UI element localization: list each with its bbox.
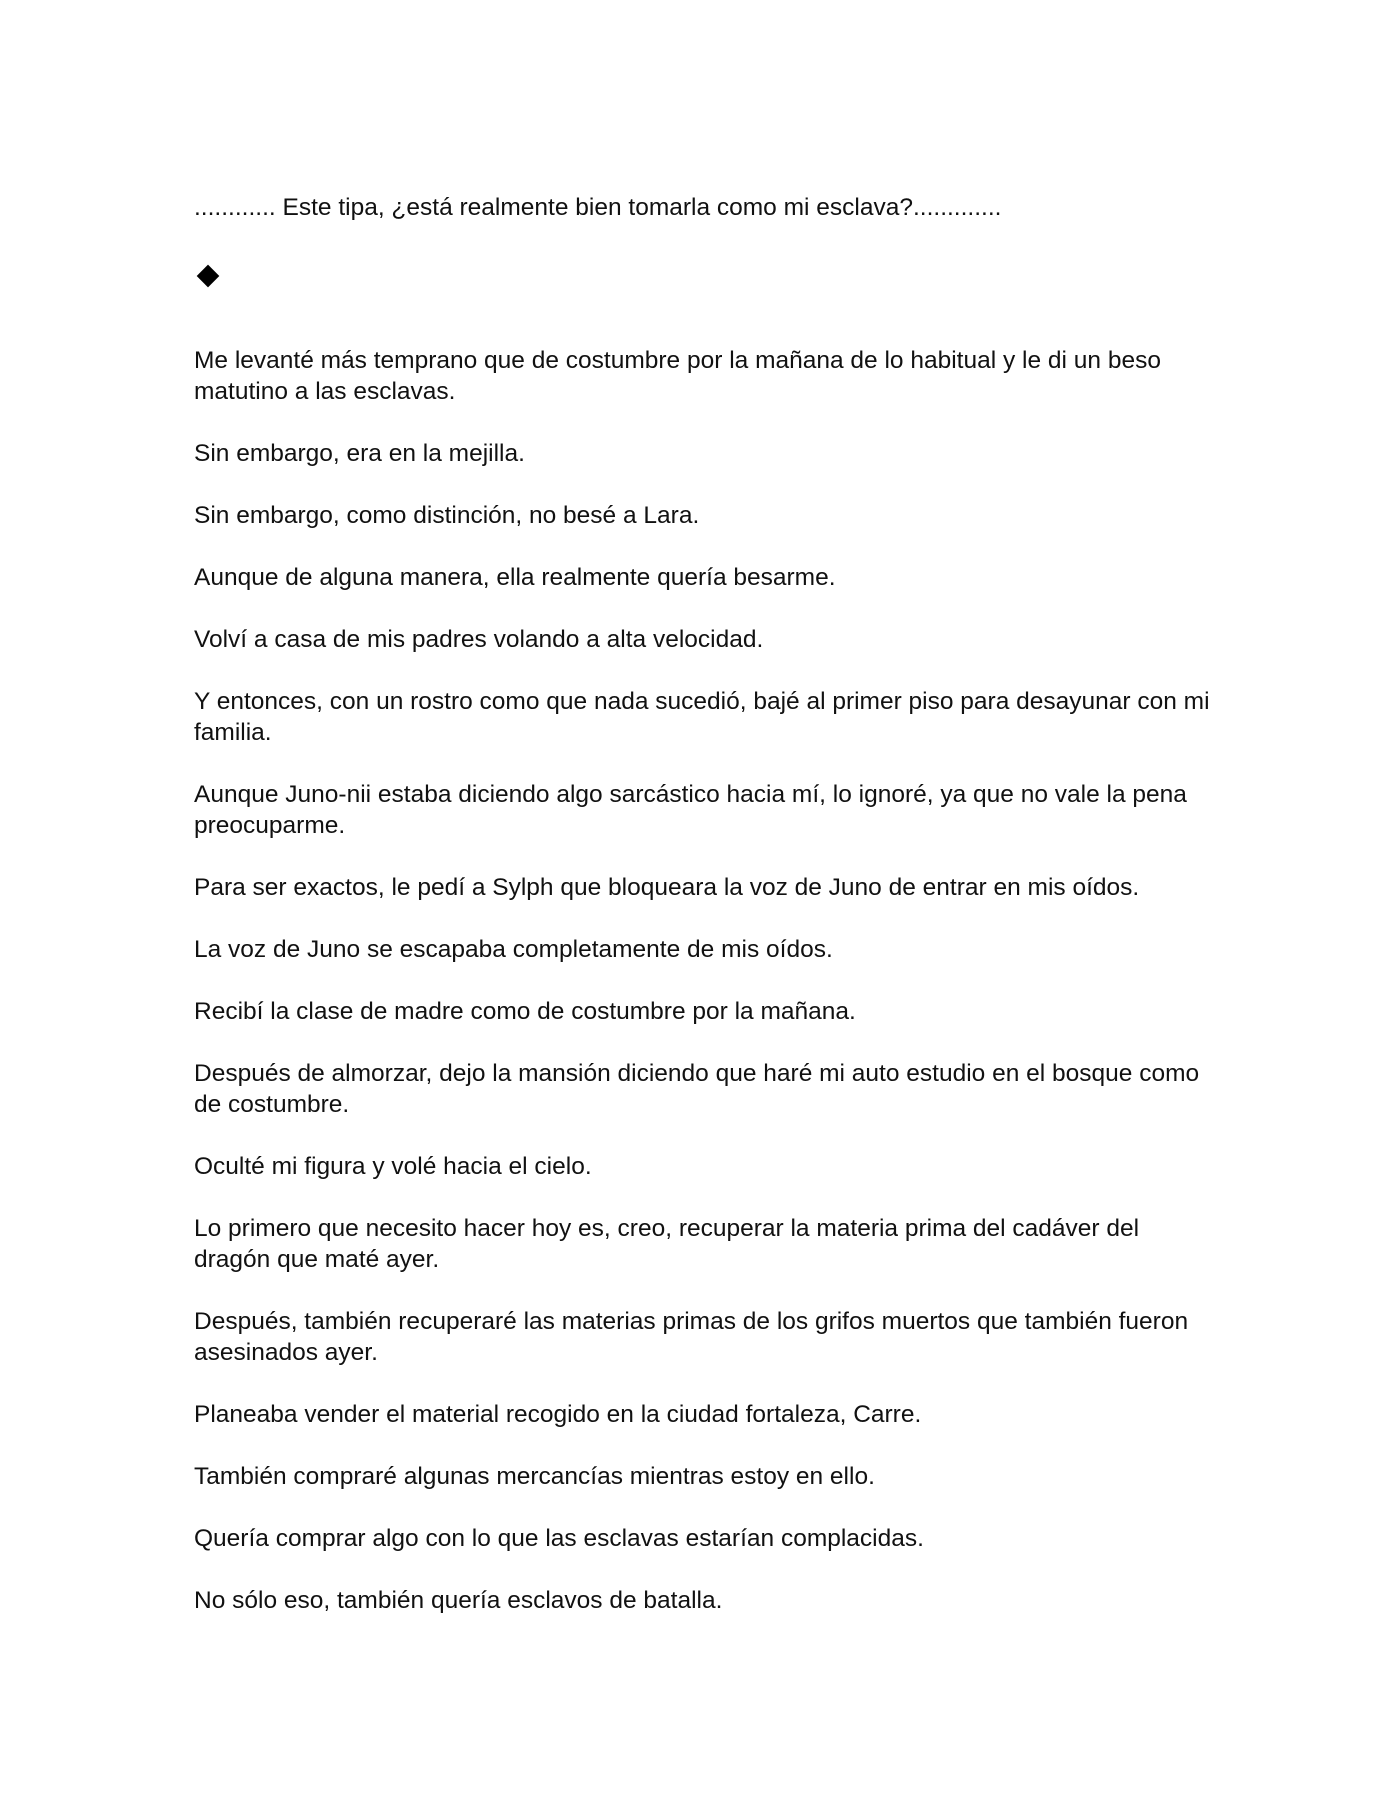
- paragraph: Volví a casa de mis padres volando a alta velocidad.: [194, 626, 764, 653]
- diamond-icon: [197, 265, 220, 288]
- paragraph: Para ser exactos, le pedí a Sylph que bloqueara la voz de Juno de entrar en mis oídos.: [194, 874, 1140, 901]
- paragraph: Aunque Juno-nii estaba diciendo algo sarcástico hacia mí, lo ignoré, ya que no vale la pena preocuparme.: [194, 781, 1187, 839]
- paragraph: Sin embargo, como distinción, no besé a Lara.: [194, 502, 700, 529]
- paragraph: También compraré algunas mercancías mientras estoy en ello.: [194, 1463, 875, 1490]
- paragraph: Oculté mi figura y volé hacia el cielo.: [194, 1153, 592, 1180]
- paragraph: Y entonces, con un rostro como que nada sucedió, bajé al primer piso para desayunar con mi familia.: [194, 688, 1210, 746]
- paragraph: Planeaba vender el material recogido en la ciudad fortaleza, Carre.: [194, 1401, 922, 1428]
- paragraph: La voz de Juno se escapaba completamente de mis oídos.: [194, 936, 833, 963]
- paragraph: Después de almorzar, dejo la mansión diciendo que haré mi auto estudio en el bosque como de costumbre.: [194, 1060, 1200, 1118]
- paragraph: Sin embargo, era en la mejilla.: [194, 440, 525, 467]
- paragraph: Recibí la clase de madre como de costumbre por la mañana.: [194, 998, 856, 1025]
- document-body: [194, 192, 1214, 1647]
- paragraph: Después, también recuperaré las materias primas de los grifos muertos que también fueron asesinados ayer.: [194, 1308, 1189, 1366]
- paragraph: Aunque de alguna manera, ella realmente quería besarme.: [194, 564, 836, 591]
- paragraph: Me levanté más temprano que de costumbre por la mañana de lo habitual y le di un beso matutino a las esclavas.: [194, 347, 1161, 405]
- paragraph: Quería comprar algo con lo que las esclavas estarían complacidas.: [194, 1525, 924, 1552]
- lead-line: ............ Este tipa, ¿está realmente bien tomarla como mi esclava?.............: [194, 194, 1002, 221]
- paragraph: No sólo eso, también quería esclavos de batalla.: [194, 1587, 723, 1614]
- paragraph: Lo primero que necesito hacer hoy es, creo, recuperar la materia prima del cadáver del dragón que maté ayer.: [194, 1215, 1140, 1273]
